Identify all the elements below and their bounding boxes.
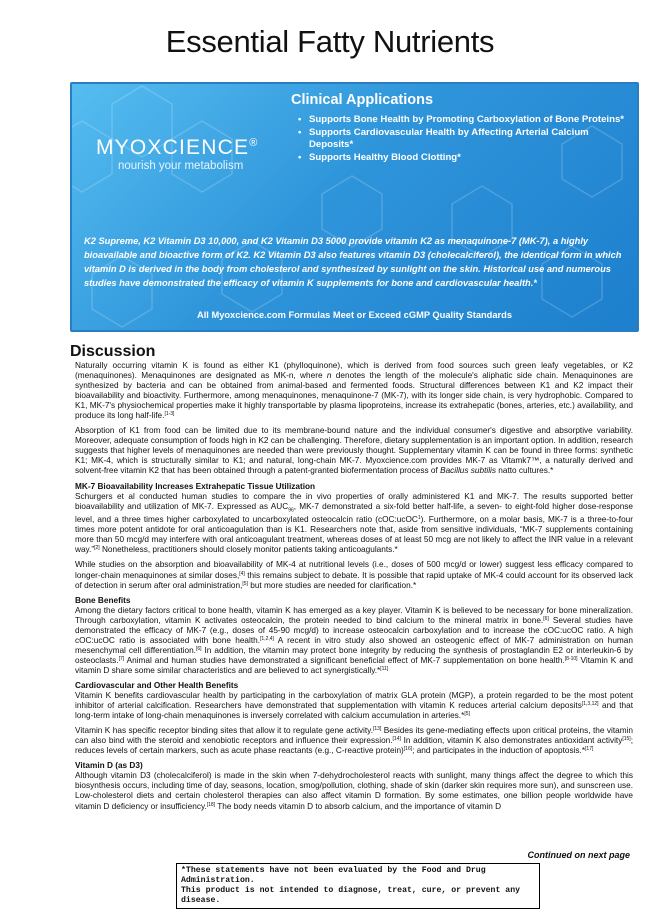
disclaimer-line: This product is not intended to diagnose, treat, cure, or prevent any disease. <box>181 886 521 905</box>
section-heading: Bone Benefits <box>75 595 131 605</box>
clinical-item: • Supports Bone Health by Promoting Carboxylation of Bone Proteins* <box>298 114 628 126</box>
paragraph: Absorption of K1 from food can be limited due to its membrane-bound nature and the individual consumer's digestive and absorptive variability. Moreover, adequate consumption of foods high in K2 can be challenging. Therefore, dietary supplementation is an important option. In addition, research suggests that higher levels of menaquinones are needed than were previously thought. Supplementary vitamin K can be found in three forms: synthetic K1; MK-4, which is structurally similar to K1; and natural, long-chain MK-7. Myoxcience.com provides MK-7 as Vitamk7™, a naturally derived and solvent-free vitamin K2 that has been obtained through a patent-granted biofermentation process of Bacillus subtilis natto cultures.* <box>75 426 633 476</box>
fda-disclaimer <box>176 863 540 909</box>
clinical-applications-banner <box>70 82 639 332</box>
clinical-applications-title: Clinical Applications <box>291 92 434 108</box>
brand-name: MYOXCIENCE <box>96 136 250 159</box>
page-title: Essential Fatty Nutrients <box>165 24 495 59</box>
paragraph: While studies on the absorption and bioavailability of MK-4 at nutritional levels (i.e., doses of 500 mcg/d or lower) suggest less efficacy compared to longer-chain menaquinones at similar doses,[4] this remains subject to debate. It is possible that rapid uptake of MK-4 could account for its observed lack of detection in serum after oral administration,[5] but more studies are needed for clarification.* <box>75 560 633 590</box>
paragraph: Although vitamin D3 (cholecalciferol) is made in the skin when 7-dehydrocholesterol reacts with sunlight, many things affect the degree to which this biosynthesis occurs, including time of day, seasons, location, smog/pollution, clothing, shade of skin (darker skin requires more sun), and sunscreen use. Low-cholesterol diets and certain cholesterol therapies can also affect vitamin D formation. By some estimates, one billion people worldwide have vitamin D deficiency or insufficiency.[18] The body needs vitamin D to absorb calcium, and the importance of vitamin D <box>75 771 633 811</box>
section-heading: Vitamin D (as D3) <box>75 761 143 771</box>
discussion-body <box>75 361 633 817</box>
product-description: K2 Supreme, K2 Vitamin D3 10,000, and K2 Vitamin D3 5000 provide vitamin K2 as menaquinone-7 (MK-7), a highly bioavailable and bioactive form of K2. K2 Vitamin D3 also features vitamin D3 (cholecalciferol), the identical form in which vitamin D is derived in the body from cholesterol and synthesized by sunlight on the skin. Historical use and numerous studies have demonstrated the efficacy of vitamin K supplements for bone and cardiovascular health.* <box>84 236 622 288</box>
myoxcience-logo <box>96 136 286 172</box>
disclaimer-line: *These statements have not been evaluated by the Food and Drug Administration. <box>181 866 486 885</box>
continued-note: Continued on next page <box>527 850 630 860</box>
brand-tagline: nourish your metabolism <box>118 160 244 172</box>
clinical-applications-list <box>298 114 628 165</box>
clinical-item: • Supports Healthy Blood Clotting* <box>298 152 628 164</box>
paragraph: Vitamin K benefits cardiovascular health by participating in the carboxylation of matrix GLA protein (MGP), a protein regarded to be the most potent inhibitor of arterial calcification. Researchers have demonstrated that supplementation with vitamin K reduces arterial calcium deposits[1,3,12] and that long-term intake of long-chain menaquinones is inversely correlated with calcium accumulation in arteries.*[5] <box>75 691 633 721</box>
section-heading: MK-7 Bioavailability Increases Extrahepatic Tissue Utilization <box>75 481 316 491</box>
paragraph: Schurgers et al conducted human studies to compare the in vivo properties of orally administered K1 and MK-7. The results supported better bioavailability and utilization of MK-7. Expressed as $AUC_{96}$, MK-7 demonstrated a six-fold better half-life, a seven- to eight-fold higher dose-response level, and a three times higher carboxylated to uncarboxylated osteocalcin ratio (cOC:ucOC$^1$). Furthermore, on a molar basis, MK-7 is a three-to-four times more potent antidote for oral anticoagulation than is K1. Researchers note that, aside from sensitive individuals, “MK-7 supplements containing more than 50 mcg/d may interfere with oral anticoagulant treatment, whereas doses of at least 50 mcg are not likely to affect the INR value in a relevant way.”[2] Nonetheless, practitioners should closely monitor patients taking anticoagulants.* <box>75 491 634 555</box>
registered-mark: ® <box>249 137 259 149</box>
discussion-heading: Discussion <box>70 343 156 360</box>
paragraph: Vitamin K has specific receptor binding sites that allow it to regulate gene activity.[13] Besides its gene-mediating effects upon critical proteins, the vitamin can also bind with the steroid and xenobiotic receptors and influence their expression.[14] In addition, vitamin K also demonstrates antioxidant activity[15]; reduces levels of certain markers, such as acute phase reactants (e.g., C-reactive protein)[16]; and participates in the induction of apoptosis.*[17] <box>75 726 633 756</box>
quality-standards-note: All Myoxcience.com Formulas Meet or Exceed cGMP Quality Standards <box>197 310 512 320</box>
paragraph: Naturally occurring vitamin K is found as either K1 (phylloquinone), which is derived from food sources such green leafy vegetables, or K2 (menaquinones). Menaquinones are designated as MK-n, where n denotes the length of the molecule's aliphatic side chain. Menaquinones are synthesized by bacteria and can be obtained from animal-based and fermented foods. Structural differences between K1 and K2 impact their bioavailability and bioactivity. Furthermore, among menaquinones, menaquinone-7 (MK-7), with its longer side chain, is very hydrophobic. Compared to K1, MK-7's physiochemical properties make it highly transportable by plasma lipoproteins, increase its extrahepatic (bones, arteries, etc.) availability, and produce its long half-life.[1-3] <box>75 361 633 421</box>
section-heading: Cardiovascular and Other Health Benefits <box>75 681 239 690</box>
paragraph: Among the dietary factors critical to bone health, vitamin K has emerged as a key player. Vitamin K is believed to be necessary for bone mineralization. Through carboxylation, vitamin K activates osteocalcin, the protein needed to bind calcium to the mineral matrix in bone.[6] Several studies have demonstrated the efficacy of MK-7 (e.g., doses of 45-90 mcg/d) to increase osteocalcin carboxylation and to increase the cOC:ucOC ratio. A high cOC:ucOC ratio is associated with bone health.[1,2,4] A recent in vitro study also showed an osteogenic effect of MK-7 administration on human mesenchymal cell differentiation.[6] In addition, the vitamin may protect bone integrity by reducing the synthesis of prostaglandin E2 or interleukin-6 by osteoclasts.[7] Animal and human studies have demonstrated a significant beneficial effect of MK-7 supplementation on bone health.[8-10] Vitamin K and vitamin D share some similar characteristics and are believed to act synergistically.*[11] <box>75 605 633 675</box>
clinical-item: • Supports Cardiovascular Health by Affecting Arterial Calcium Deposits* <box>298 127 628 151</box>
